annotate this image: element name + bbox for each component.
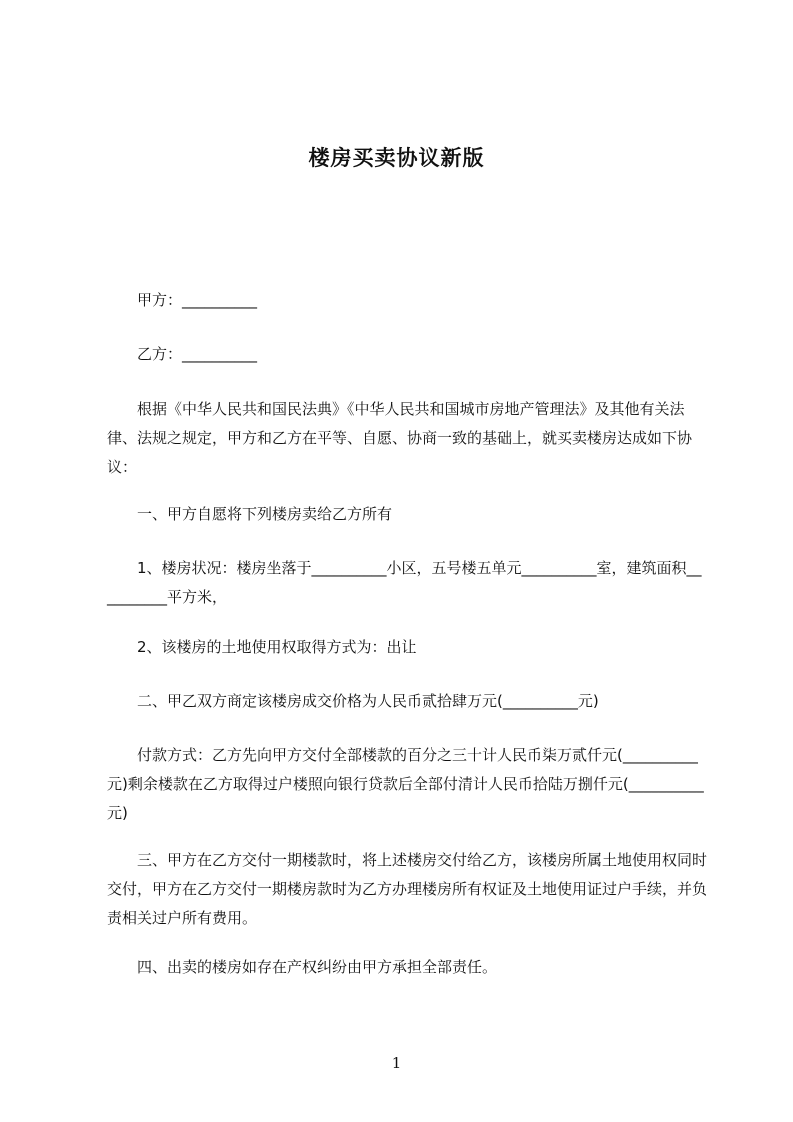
clause-1-item-1: 1、楼房状况：楼房坐落于__________小区，五号楼五单元__________室，建筑面积__________平方米， xyxy=(107,559,702,606)
document-title: 楼房买卖协议新版 xyxy=(308,146,485,170)
payment-terms-paragraph: 付款方式：乙方先向甲方交付全部楼款的百分之三十计人民币柒万贰仟元(__________元)剩余楼款在乙方取得过户楼照向银行贷款后全部付清计人民币拾陆万捌仟元(__________元) xyxy=(107,746,704,822)
party-b-line: 乙方：__________ xyxy=(137,345,258,363)
clause-1-heading: 一、甲方自愿将下列楼房卖给乙方所有 xyxy=(137,505,393,523)
clause-4-paragraph: 四、出卖的楼房如存在产权纠纷由甲方承担全部责任。 xyxy=(137,958,498,976)
party-a-line: 甲方：__________ xyxy=(137,291,258,309)
clause-1-item-2: 2、该楼房的土地使用权取得方式为：出让 xyxy=(137,638,417,656)
clause-3-paragraph: 三、甲方在乙方交付一期楼款时，将上述楼房交付给乙方，该楼房所属土地使用权同时交付，甲方在乙方交付一期楼房款时为乙方办理楼房所有权证及土地使用证过户手续，并负责相关过户所有费用。 xyxy=(107,851,708,927)
clause-2-price: 二、甲乙双方商定该楼房成交价格为人民币贰拾肆万元(__________元) xyxy=(137,692,599,710)
page-number: 1 xyxy=(391,1054,402,1072)
preamble-paragraph: 根据《中华人民共和国民法典》《中华人民共和国城市房地产管理法》及其他有关法律、法规之规定，甲方和乙方在平等、自愿、协商一致的基础上，就买卖楼房达成如下协议： xyxy=(107,400,693,476)
